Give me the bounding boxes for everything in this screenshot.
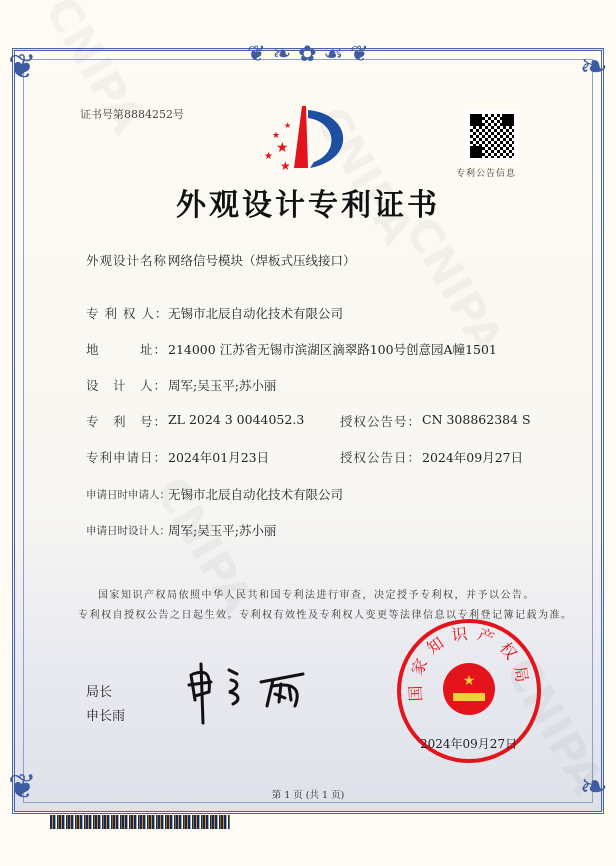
design-name-label: 外观设计名称： <box>86 253 181 268</box>
announcement-date-label: 授权公告日： <box>340 450 422 465</box>
designer-value: 周军;吴玉平;苏小丽 <box>168 378 277 393</box>
svg-text:国家知识产权局: 国家知识产权局 <box>405 623 534 702</box>
svg-text:★: ★ <box>280 159 291 172</box>
corner-ornament: ❦ <box>8 767 37 807</box>
designer-at-filing-value: 周军;吴玉平;苏小丽 <box>168 523 277 538</box>
page-footer: 第 1 页 (共 1 页) <box>271 790 345 801</box>
qr-label: 专利公告信息 <box>456 169 517 179</box>
address-label: 地 址： <box>86 342 168 357</box>
address-value: 214000 江苏省无锡市滨湖区滴翠路100号创意园A幢1501 <box>168 342 497 357</box>
filing-date-value: 2024年01月23日 <box>168 450 270 465</box>
barcode <box>50 815 230 829</box>
designer-label: 设 计 人： <box>86 378 168 393</box>
top-ornament: ❦ ❧ ✿ ☙ ❦ <box>247 42 369 67</box>
signer-title: 局长 <box>86 685 113 700</box>
qr-code[interactable] <box>466 110 518 162</box>
filing-date-label: 专利申请日： <box>86 450 168 465</box>
announcement-number-value: CN 308862384 S <box>422 412 531 427</box>
svg-text:★: ★ <box>284 121 292 130</box>
patent-number-value: ZL 2024 3 0044052.3 <box>168 412 305 427</box>
certificate-title: 外观设计专利证书 <box>176 188 440 223</box>
patentee-label: 专 利 权 人： <box>86 306 169 321</box>
statement-line: 专利权自授权公告之日起生效。专利权有效性及专利权人变更等法律信息以专利登记簿记载为准。 <box>78 610 573 621</box>
applicant-at-filing-value: 无锡市北辰自动化技术有限公司 <box>168 487 344 502</box>
signer-name: 申长雨 <box>86 709 126 724</box>
svg-text:★: ★ <box>272 131 281 141</box>
seal-date: 2024年09月27日 <box>420 737 518 751</box>
designer-at-filing-label: 申请日时设计人： <box>86 525 170 537</box>
corner-ornament: ❧ <box>579 767 608 807</box>
svg-text:★: ★ <box>276 140 289 156</box>
patent-number-label: 专 利 号： <box>86 414 168 429</box>
cnipa-logo <box>262 104 352 172</box>
corner-ornament: ❧ <box>579 47 608 87</box>
svg-text:★: ★ <box>264 151 273 162</box>
certificate-number: 证书号第8884252号 <box>80 108 184 121</box>
statement-line: 国家知识产权局依照中华人民共和国专利法进行审查，决定授予专利权，并予以公告。 <box>98 590 535 601</box>
announcement-number-label: 授权公告号： <box>340 414 422 429</box>
corner-ornament: ❦ <box>8 47 37 87</box>
svg-text:★: ★ <box>462 673 476 689</box>
signature <box>185 660 315 725</box>
design-name-value: 网络信号模块（焊板式压线接口） <box>168 253 356 268</box>
announcement-date-value: 2024年09月27日 <box>422 450 524 465</box>
patentee-value: 无锡市北辰自动化技术有限公司 <box>168 306 344 321</box>
applicant-at-filing-label: 申请日时申请人： <box>86 489 170 501</box>
